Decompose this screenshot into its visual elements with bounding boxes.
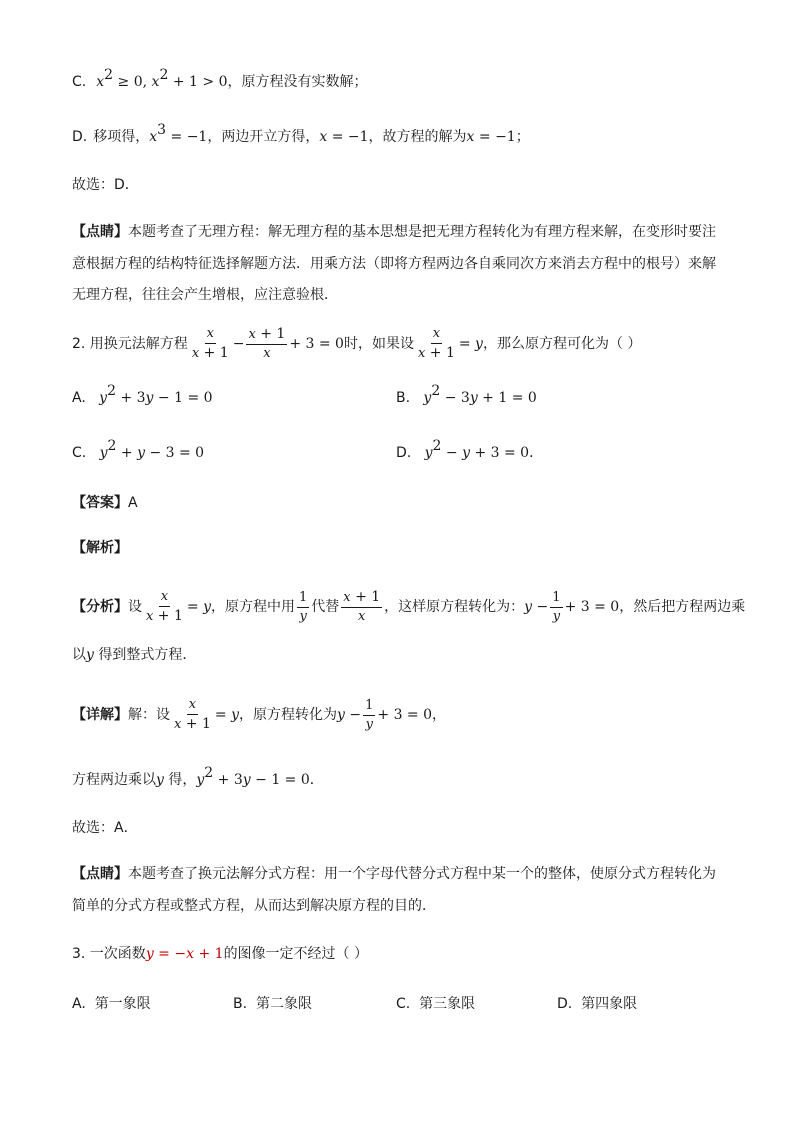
math-equation: x = −1	[319, 129, 369, 145]
q3-option-d[interactable]: D. 第四象限	[557, 996, 638, 1012]
fraction: $\frac{x + 1}{x}$	[343, 589, 381, 624]
q2-analysis-heading: 【解析】	[72, 540, 128, 556]
q2-xiangjie: 【详解】 解：设 $\frac{x}{x + 1}$ = y ，原方程转化为 y − $\frac{1}{y}$ + 3 = 0 ，	[72, 697, 447, 732]
q1-solution-c: C. $x^2 \ge 0$, $x^2 + 1 > 0$ ，原方程没有实数解；	[72, 67, 368, 90]
q2-comment-line1: 【点睛】 本题考查了换元法解分式方程：用一个字母代替分式方程中某一个的整体，使原分式方程转化为	[72, 866, 716, 882]
q3-option-b[interactable]: B. 第二象限	[233, 996, 312, 1012]
q3-stem: 3. 一次函数 y = −x + 1 的图像一定不经过（ ）	[72, 946, 369, 962]
fraction: $\frac{1}{y}$	[552, 589, 561, 624]
fraction: $\frac{x + 1}{x}$	[248, 326, 286, 361]
math-inequality: $x^2 \ge 0$, $x^2 + 1 > 0$	[96, 67, 228, 90]
math-equation: x = −1	[466, 129, 516, 145]
q2-stem: 2. 用换元法解方程 $\frac{x}{x + 1}$ − $\frac{x + 1}{x}$ + 3 = 0 时，如果设 $\frac{x}{x + 1}$ = y ，那么原方程可化为（ ）	[72, 326, 642, 361]
q3-option-a[interactable]: A. 第一象限	[72, 996, 151, 1012]
q3-option-c[interactable]: C. 第三象限	[396, 996, 476, 1012]
q2-option-c[interactable]: C. $y^2 + y - 3 = 0$	[72, 438, 205, 461]
q2-fenxi-line1: 【分析】 设 $\frac{x}{x + 1}$ = y ，原方程中用 $\frac{1}{y}$ 代替 $\frac{x + 1}{x}$ ，这样原方程转化为： y − $\frac{1}{y}$ + 3 = 0 ，然后把方程两边乘	[72, 589, 746, 624]
q1-solution-d: D. 移项得， $x^3 = -1$ ，两边开立方得， x = −1 ，故方程的解为 x = −1 ；	[72, 122, 530, 145]
fraction: $\frac{x}{x + 1}$	[191, 326, 229, 361]
math-function: y = −x + 1	[145, 946, 224, 962]
fraction: $\frac{x}{x + 1}$	[417, 326, 455, 361]
fraction: $\frac{1}{y}$	[299, 589, 308, 624]
q1-comment-line2: 意根据方程的结构特征选择解题方法．用乘方法（即将方程两边各自乘同次方来消去方程中的根号）来解	[72, 256, 716, 272]
q1-comment-line3: 无理方程，往往会产生增根，应注意验根．	[72, 287, 338, 303]
q2-option-b[interactable]: B. $y^2 - 3y + 1 = 0$	[396, 383, 537, 406]
q2-option-d[interactable]: D. $y^2 - y + 3 = 0$．	[396, 438, 544, 461]
math-equation: $x^3 = -1$	[149, 122, 208, 145]
fraction: $\frac{x}{x + 1}$	[174, 697, 211, 732]
q2-option-a[interactable]: A. $y^2 + 3y - 1 = 0$	[72, 383, 213, 406]
fraction: $\frac{x}{x + 1}$	[146, 589, 183, 624]
q2-choose: 故选：A．	[72, 820, 138, 836]
q2-multiply: 方程两边乘以 y 得， $y^2 + 3y - 1 = 0$ ．	[72, 765, 324, 788]
q2-answer: 【答案】 A	[72, 495, 138, 511]
q1-comment-line1: 【点睛】 本题考查了无理方程：解无理方程的基本思想是把无理方程转化为有理方程来解，在变形时要注	[72, 224, 716, 240]
option-label: C.	[72, 74, 87, 90]
q2-fenxi-line2: 以 y 得到整式方程．	[72, 647, 197, 663]
fraction: $\frac{1}{y}$	[365, 697, 374, 732]
q2-comment-line2: 简单的分式方程或整式方程，从而达到解决原方程的目的．	[72, 898, 436, 914]
q1-choose: 故选：D．	[72, 177, 139, 193]
